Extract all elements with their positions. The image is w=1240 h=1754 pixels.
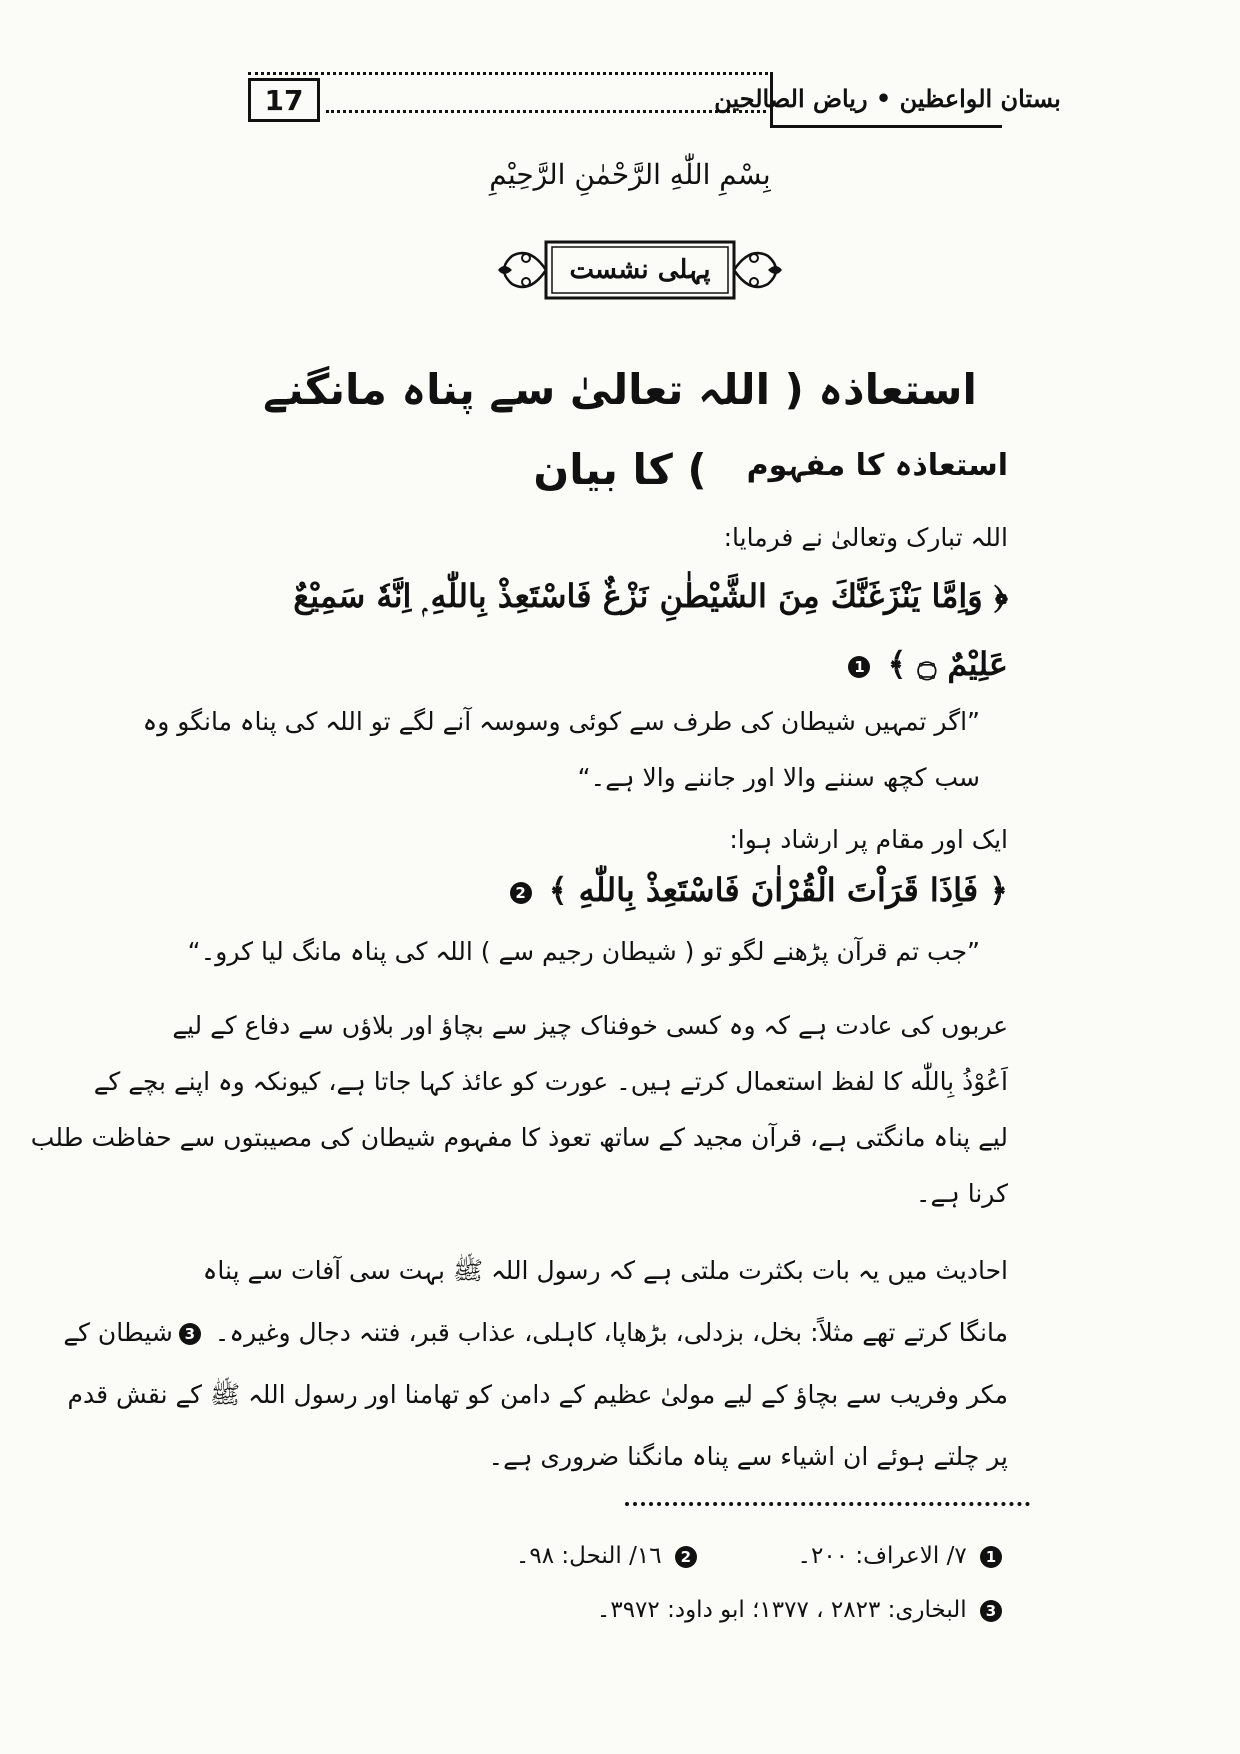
verse-1-line-2 — [228, 636, 1008, 692]
session-label: پہلی نشست — [569, 255, 711, 285]
paragraph-1-line: عربوں کی عادت ہے کہ وہ کسی خوفناک چیز سے بچاؤ اور بلاؤں سے دفاع کے لیے — [172, 1011, 1008, 1040]
footnote-ref-2: 2 — [510, 882, 532, 904]
paragraph-2-tail: شیطان کے — [63, 1318, 173, 1347]
paragraph-1 — [30, 998, 1008, 1222]
footnote-row-1 — [228, 1536, 1008, 1576]
page-number: 17 — [248, 78, 320, 122]
footnote-divider — [625, 1502, 1030, 1512]
footnote-number-1: 1 — [980, 1546, 1002, 1568]
section-subheading: استعاذہ کا مفہوم — [746, 448, 1008, 483]
paragraph-2-line — [63, 1302, 1008, 1364]
paragraph-1-line: لیے پناہ مانگتی ہے، قرآن مجید کے ساتھ تعوذ کا مفہوم شیطان کی مصیبتوں سے حفاظت طلب — [30, 1123, 1008, 1152]
book-title: بستان الواعظین • ریاض الصالحین — [770, 72, 1002, 128]
paragraph-2-line: پر چلتے ہوئے ان اشیاء سے پناہ مانگنا ضروری ہے۔ — [488, 1442, 1008, 1471]
footnote-1: ٧/ الاعراف: ٢٠٠۔ — [797, 1543, 967, 1569]
footnote-ref-3: 3 — [179, 1323, 201, 1345]
translation-1-line-1: ”اگر تمہیں شیطان کی طرف سے کوئی وسوسہ آنے لگے تو اللہ کی پناہ مانگو وہ — [142, 707, 980, 736]
footnote-number-3: 3 — [980, 1600, 1002, 1622]
bismillah: بِسْمِ اللّٰهِ الرَّحْمٰنِ الرَّحِيْمِ — [489, 158, 771, 191]
verse-1-line-1: ﴿ وَاِمَّا يَنْزَغَنَّكَ مِنَ الشَّيْطٰنِ نَزْغٌ فَاسْتَعِذْ بِاللّٰهِ ۭ اِنَّهٗ سَمِيْعٌ — [293, 577, 1008, 615]
footnote-row-2 — [228, 1590, 1008, 1630]
verse-2 — [228, 862, 1008, 918]
footnote-ref-1: 1 — [848, 656, 870, 678]
paragraph-1-line: کرنا ہے۔ — [915, 1179, 1008, 1208]
footnote-3: البخاری: ٢٨٢٣ ، ١٣٧٧؛ ابو داود: ٣٩٧٢۔ — [596, 1597, 967, 1623]
paragraph-2-line: مکر وفریب سے بچاؤ کے لیے مولیٰ عظیم کے دامن کو تھامنا اور رسول اللہ ﷺ کے نقش قدم — [67, 1380, 1008, 1409]
translation-2: ”جب تم قرآن پڑھنے لگو تو ( شیطان رجیم سے ) اللہ کی پناہ مانگ لیا کرو۔“ — [187, 937, 980, 966]
footnote-2: ١٦/ النحل: ٩٨۔ — [515, 1543, 662, 1569]
paragraph-2-text: مانگا کرتے تھے مثلاً: بخل، بزدلی، بڑھاپا، کاہلی، عذاب قبر، فتنہ دجال وغیرہ۔ — [206, 1318, 1008, 1347]
chapter-title: استعاذہ ( اللہ تعالیٰ سے پناہ مانگنے ) کا بیان — [263, 365, 977, 494]
verse-1-text: عَلِيْمٌ ۝ ﴾ — [887, 645, 1008, 683]
paragraph-2-line: احادیث میں یہ بات بکثرت ملتی ہے کہ رسول اللہ ﷺ بہت سی آفات سے پناہ — [202, 1256, 1008, 1285]
intro-line: اللہ تبارک وتعالیٰ نے فرمایا: — [723, 523, 1008, 552]
translation-1-line-2: سب کچھ سننے والا اور جاننے والا ہے۔“ — [577, 763, 980, 792]
second-intro: ایک اور مقام پر ارشاد ہوا: — [729, 825, 1008, 854]
footnote-number-2: 2 — [675, 1546, 697, 1568]
session-ornament — [490, 236, 790, 304]
header-dotted-rule-top — [248, 72, 768, 79]
paragraph-1-line: اَعُوْذُ بِاللّٰه کا لفظ استعمال کرتے ہیں۔ عورت کو عائذ کہا جاتا ہے، کیونکہ وہ اپنے بچے کے — [93, 1067, 1008, 1096]
page-header — [248, 72, 1061, 130]
verse-2-text: ﴿ فَاِذَا قَرَاْتَ الْقُرْاٰنَ فَاسْتَعِذْ بِاللّٰهِ ﴾ — [548, 871, 1008, 909]
paragraph-2 — [63, 1240, 1008, 1488]
header-dotted-rule — [326, 110, 766, 117]
